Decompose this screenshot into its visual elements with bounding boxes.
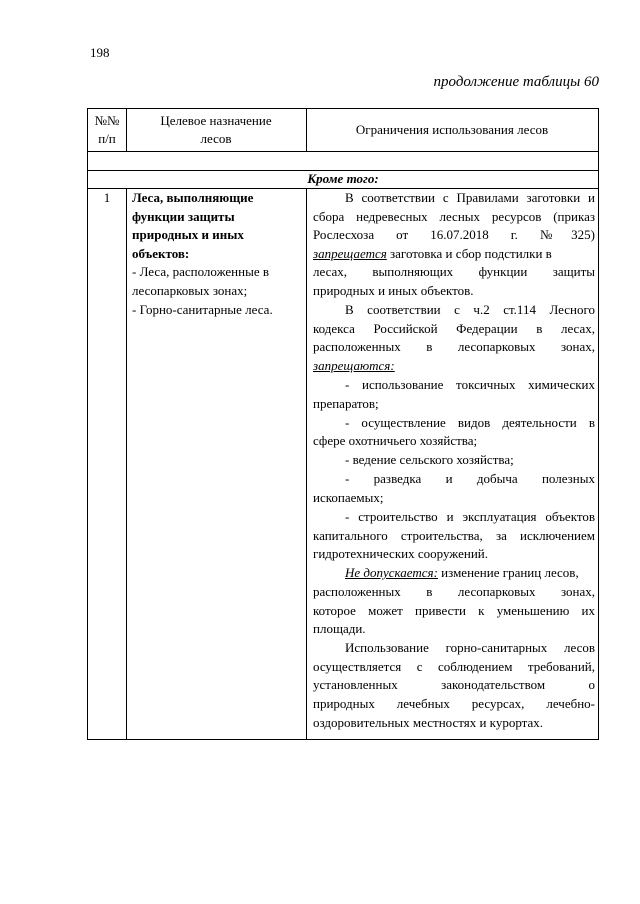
text-line: Рослесхоза от 16.07.2018 г. №325) xyxy=(313,227,595,243)
text-line: - использование токсичных химических xyxy=(345,376,595,392)
text-line: - ведение сельского хозяйства; xyxy=(345,452,514,468)
text-line: осуществляется с соблюдением требований, xyxy=(313,658,595,674)
text-line: природных лечебных ресурсах, лечебно- xyxy=(313,696,595,712)
text-line xyxy=(313,357,595,376)
restriction-paragraph xyxy=(313,508,595,564)
header-number-line2: п/п xyxy=(98,131,116,146)
restriction-paragraph xyxy=(313,639,595,732)
purpose-item-line: - Горно-санитарные леса. xyxy=(132,301,273,317)
restriction-paragraph xyxy=(313,414,595,451)
text-line: - осуществление видов деятельности в xyxy=(345,414,595,430)
header-divider xyxy=(88,151,598,152)
text-line xyxy=(313,564,595,583)
row-number: 1 xyxy=(103,190,111,205)
purpose-item-line: - Леса, расположенные в xyxy=(132,264,269,280)
purpose-heading-line: Леса, выполняющие xyxy=(132,190,254,205)
restriction-paragraph xyxy=(313,301,595,375)
restriction-paragraph xyxy=(313,470,595,507)
text-line: В соответствии с ч.2 ст.114 Лесного xyxy=(345,302,595,318)
header-number-cell xyxy=(88,112,126,148)
text-line: оздоровительных местностях и курортах. xyxy=(313,714,544,730)
restriction-paragraph xyxy=(313,451,595,470)
row-column-divider-2 xyxy=(306,188,307,739)
text-line xyxy=(313,245,595,264)
text-line: расположенных в лесопарковых зонах, xyxy=(313,583,595,599)
text-fragment: изменение границ лесов, xyxy=(437,565,579,581)
text-line: Использование горно-санитарных лесов xyxy=(345,640,595,656)
header-restrictions-cell xyxy=(306,121,598,139)
text-line: ископаемых; xyxy=(313,490,384,505)
purpose-heading-line: природных и иных xyxy=(132,227,244,243)
text-line: кодекса Российской Федерации в лесах, xyxy=(313,320,595,336)
prohibited-emphasis: запрещается xyxy=(313,245,387,261)
text-line: расположенных в лесопарковых зонах, xyxy=(313,339,595,355)
text-line: сбора недревесных лесных ресурсов (приказ xyxy=(313,208,595,224)
header-number-line1: №№ xyxy=(94,113,120,128)
purpose-item-line: лесопарковых зонах; xyxy=(132,282,248,298)
text-line: сфере охотничьего хозяйства; xyxy=(313,433,478,449)
row-column-divider-1 xyxy=(126,188,127,739)
text-line: лесах, выполняющих функции защиты xyxy=(313,264,595,280)
header-purpose-line2: лесов xyxy=(200,131,232,146)
page-number: 198 xyxy=(90,45,110,60)
text-line: - разведка и добыча полезных xyxy=(345,471,595,487)
header-purpose-line1: Целевое назначение xyxy=(160,113,272,128)
restrictions-table xyxy=(87,108,599,740)
text-line: площади. xyxy=(313,621,366,637)
purpose-cell xyxy=(132,189,292,319)
text-line: природных и иных объектов. xyxy=(313,282,474,298)
table-continuation-caption: продолжение таблицы 60 xyxy=(433,74,599,90)
text-fragment: заготовка и сбор подстилки в xyxy=(386,245,552,261)
header-restrictions: Ограничения использования лесов xyxy=(355,122,549,137)
text-line: капитального строительства, за исключением xyxy=(313,527,595,543)
restriction-paragraph xyxy=(313,189,595,301)
restrictions-cell xyxy=(313,189,595,733)
text-line: В соответствии с Правилами заготовки и xyxy=(345,190,595,205)
text-line: препаратов; xyxy=(313,395,379,411)
purpose-heading-line: объектов: xyxy=(132,245,190,261)
restriction-paragraph xyxy=(313,564,595,638)
header-purpose-cell xyxy=(126,112,306,148)
restriction-paragraph xyxy=(313,376,595,413)
section-title: Кроме того: xyxy=(307,171,379,186)
prohibited-emphasis: запрещаются: xyxy=(313,357,395,373)
not-allowed-emphasis: Не допускается: xyxy=(345,565,438,581)
purpose-heading-line: функции защиты xyxy=(132,208,235,224)
text-line: гидротехнических сооружений. xyxy=(313,546,488,562)
text-line: - строительство и эксплуатация объектов xyxy=(345,509,595,525)
text-line: установленных законодательством о xyxy=(313,677,595,693)
text-line: которое может привести к уменьшению их xyxy=(313,602,595,618)
